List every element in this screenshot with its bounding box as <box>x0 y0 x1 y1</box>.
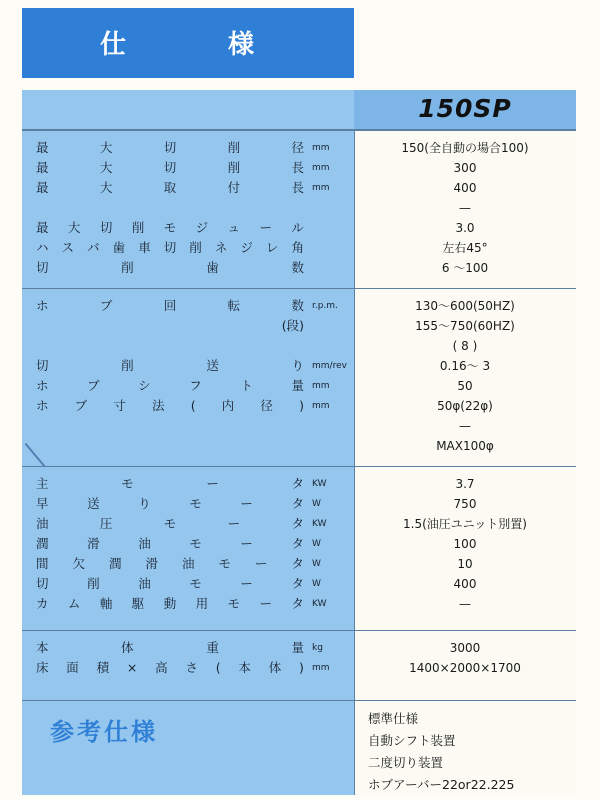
spec-unit: W <box>312 539 321 549</box>
spec-unit <box>312 416 352 436</box>
spec-value: 3.0 <box>455 221 475 235</box>
spec-unit: mm <box>312 663 330 673</box>
spec-label: 早 送 り モ ー タ <box>36 496 304 511</box>
spec-row <box>22 296 576 316</box>
spec-value: 400 <box>453 181 477 195</box>
spec-unit: mm/rev <box>312 361 347 371</box>
spec-row <box>22 316 576 336</box>
spec-label: ホ ブ 寸 法 ( 内 径 ) <box>36 398 304 413</box>
spec-row <box>22 336 576 356</box>
label-header <box>22 90 354 130</box>
spec-unit: KW <box>312 479 327 489</box>
spec-row <box>22 416 576 436</box>
spec-value: 400 <box>453 577 477 591</box>
spec-value: 6 ～100 <box>441 261 489 275</box>
reference-item: 二度切り装置 <box>368 755 444 770</box>
section-divider <box>22 700 576 701</box>
model-name: 150SP <box>418 94 512 123</box>
spec-row <box>22 638 576 658</box>
spec-label: カ ム 軸 駆 動 用 モ ー タ <box>36 596 304 611</box>
spec-row <box>22 138 576 158</box>
spec-value: 50φ(22φ) <box>437 399 493 413</box>
spec-label: 最 大 切 削 長 <box>36 160 304 175</box>
spec-unit: mm <box>312 381 330 391</box>
spec-label <box>36 198 304 218</box>
spec-label <box>36 416 304 436</box>
spec-label: 主 モ ー タ <box>36 476 304 491</box>
spec-row <box>22 534 576 554</box>
spec-unit: mm <box>312 401 330 411</box>
spec-label: 最 大 取 付 長 <box>36 180 304 195</box>
spec-value: 1400×2000×1700 <box>409 661 521 675</box>
spec-row <box>22 658 576 678</box>
reference-item: 標準仕様 <box>368 711 419 726</box>
spec-label: ハ ス バ 歯 車 切 削 ネ ジ レ 角 <box>36 240 304 255</box>
spec-row <box>22 218 576 238</box>
spec-row <box>22 258 576 278</box>
spec-unit: KW <box>312 519 327 529</box>
spec-row <box>22 494 576 514</box>
spec-label: 最 大 切 削 モ ジ ュ ー ル <box>36 220 304 235</box>
spec-unit <box>312 258 352 278</box>
spec-unit: kg <box>312 643 323 653</box>
spec-value: 130～600(50HZ) <box>415 299 515 313</box>
spec-value: 155～750(60HZ) <box>415 319 515 333</box>
spec-row <box>22 198 576 218</box>
spec-label: ホ ブ 回 転 数 <box>36 298 304 313</box>
spec-label <box>36 436 304 456</box>
spec-row <box>22 356 576 376</box>
spec-unit: r.p.m. <box>312 301 338 311</box>
spec-value: 150(全自動の場合100) <box>401 141 529 155</box>
spec-label: 床 面 積 × 高 さ ( 本 体 ) <box>36 660 304 675</box>
spec-value: 1.5(油圧ユニット別置) <box>403 517 527 531</box>
spec-row <box>22 554 576 574</box>
spec-label: 切 削 送 り <box>36 358 304 373</box>
spec-label: 最 大 切 削 径 <box>36 140 304 155</box>
spec-row <box>22 514 576 534</box>
spec-unit: W <box>312 559 321 569</box>
spec-value: — <box>459 201 471 215</box>
section-divider <box>22 288 576 289</box>
page-title: 仕 様 <box>100 30 293 60</box>
spec-label: 間 欠 潤 滑 油 モ ー タ <box>36 556 304 571</box>
spec-label: 本 体 重 量 <box>36 640 304 655</box>
spec-value: 3.7 <box>455 477 475 491</box>
spec-unit <box>312 436 352 456</box>
spec-label <box>36 336 304 356</box>
spec-value: 0.16～ 3 <box>439 359 491 373</box>
spec-value: 3000 <box>449 641 481 655</box>
spec-label: 油 圧 モ ー タ <box>36 516 304 531</box>
spec-unit: W <box>312 579 321 589</box>
reference-list <box>368 708 574 796</box>
spec-label: 切 削 油 モ ー タ <box>36 576 304 591</box>
spec-unit <box>312 316 352 336</box>
section-divider <box>22 130 576 131</box>
spec-value: 左右45° <box>442 241 488 255</box>
spec-label: 潤 滑 油 モ ー タ <box>36 536 304 551</box>
spec-row <box>22 178 576 198</box>
spec-label: ホ ブ シ フ ト 量 <box>36 378 304 393</box>
spec-value: 100 <box>453 537 477 551</box>
spec-label: (段) <box>281 318 304 333</box>
spec-unit <box>312 198 352 218</box>
spec-row <box>22 376 576 396</box>
spec-value: 750 <box>453 497 477 511</box>
spec-value: 10 <box>457 557 473 571</box>
section-divider <box>22 630 576 631</box>
spec-row <box>22 396 576 416</box>
spec-unit <box>312 238 352 258</box>
spec-row <box>22 158 576 178</box>
spec-value: — <box>459 419 471 433</box>
spec-row <box>22 594 576 614</box>
model-header <box>354 90 576 130</box>
spec-row <box>22 238 576 258</box>
section-divider <box>22 466 576 467</box>
spec-unit: W <box>312 499 321 509</box>
reference-title: 参考仕様 <box>50 718 158 746</box>
title-banner <box>22 8 354 78</box>
spec-unit: mm <box>312 183 330 193</box>
spec-row <box>22 474 576 494</box>
spec-value: MAX100φ <box>436 439 494 453</box>
spec-label: 切 削 歯 数 <box>36 260 304 275</box>
spec-unit <box>312 336 352 356</box>
spec-value: 50 <box>457 379 473 393</box>
spec-value: 300 <box>453 161 477 175</box>
spec-row <box>22 436 576 456</box>
spec-unit: mm <box>312 143 330 153</box>
spec-unit: mm <box>312 163 330 173</box>
reference-item: 自動シフト装置 <box>368 733 456 748</box>
reference-item: ホブアーバー22or22.225 <box>368 777 515 792</box>
spec-row <box>22 574 576 594</box>
spec-value: ( 8 ) <box>452 339 478 353</box>
spec-unit <box>312 218 352 238</box>
spec-unit: KW <box>312 599 327 609</box>
spec-value: — <box>459 597 471 611</box>
